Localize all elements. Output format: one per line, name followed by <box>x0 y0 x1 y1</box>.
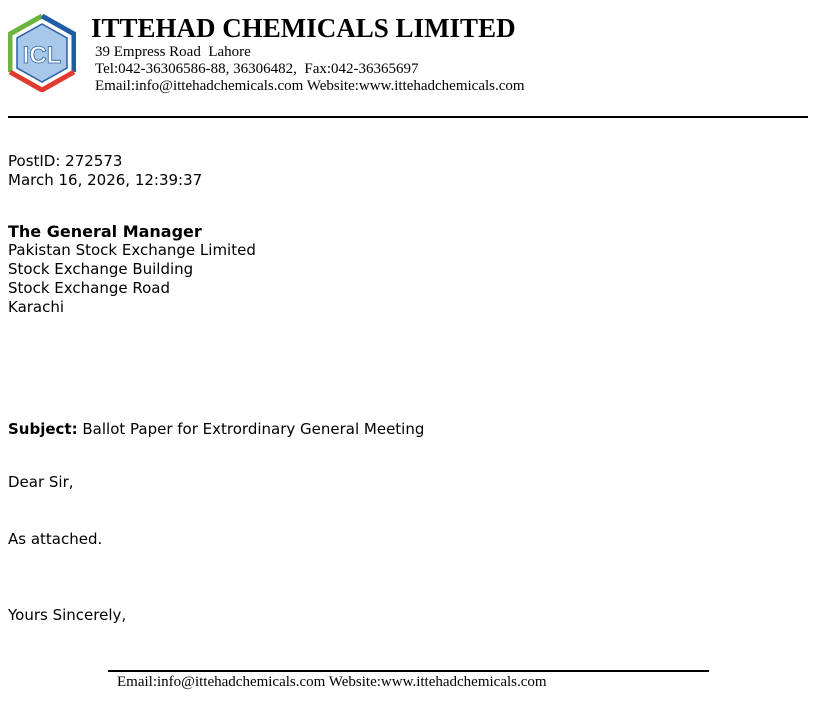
company-logo <box>8 14 76 92</box>
salutation: Dear Sir, <box>8 473 74 491</box>
subject-text: Ballot Paper for Extrordinary General Meeting <box>77 420 425 438</box>
post-meta <box>8 152 202 190</box>
header-divider <box>8 116 808 118</box>
web-line: Email:info@ittehadchemicals.com Website:www.ittehadchemicals.com <box>95 78 525 94</box>
recipient-line: Pakistan Stock Exchange Limited <box>8 241 256 259</box>
recipient-line: Stock Exchange Road <box>8 279 170 297</box>
closing: Yours Sincerely, <box>8 606 127 624</box>
recipient-line: Stock Exchange Building <box>8 260 194 278</box>
company-name: ITTEHAD CHEMICALS LIMITED <box>91 13 516 43</box>
phone-line: Tel:042-36306586-88, 36306482, Fax:042-36365697 <box>95 61 419 77</box>
address-line: 39 Empress Road Lahore <box>95 44 251 60</box>
recipient-line: Karachi <box>8 298 65 316</box>
subject-line <box>8 420 424 439</box>
recipient-title: The General Manager <box>8 222 202 241</box>
subject-label: Subject: <box>8 420 78 438</box>
message-body: As attached. <box>8 530 103 548</box>
contact-block <box>95 44 525 95</box>
footer-divider <box>108 670 709 672</box>
footer-contact: Email:info@ittehadchemicals.com Website:www.ittehadchemicals.com <box>117 674 547 690</box>
post-id: PostID: 272573 <box>8 152 123 170</box>
logo-lettering: ICL <box>22 42 62 69</box>
recipient-address <box>8 222 256 317</box>
post-datetime: March 16, 2026, 12:39:37 <box>8 171 203 189</box>
